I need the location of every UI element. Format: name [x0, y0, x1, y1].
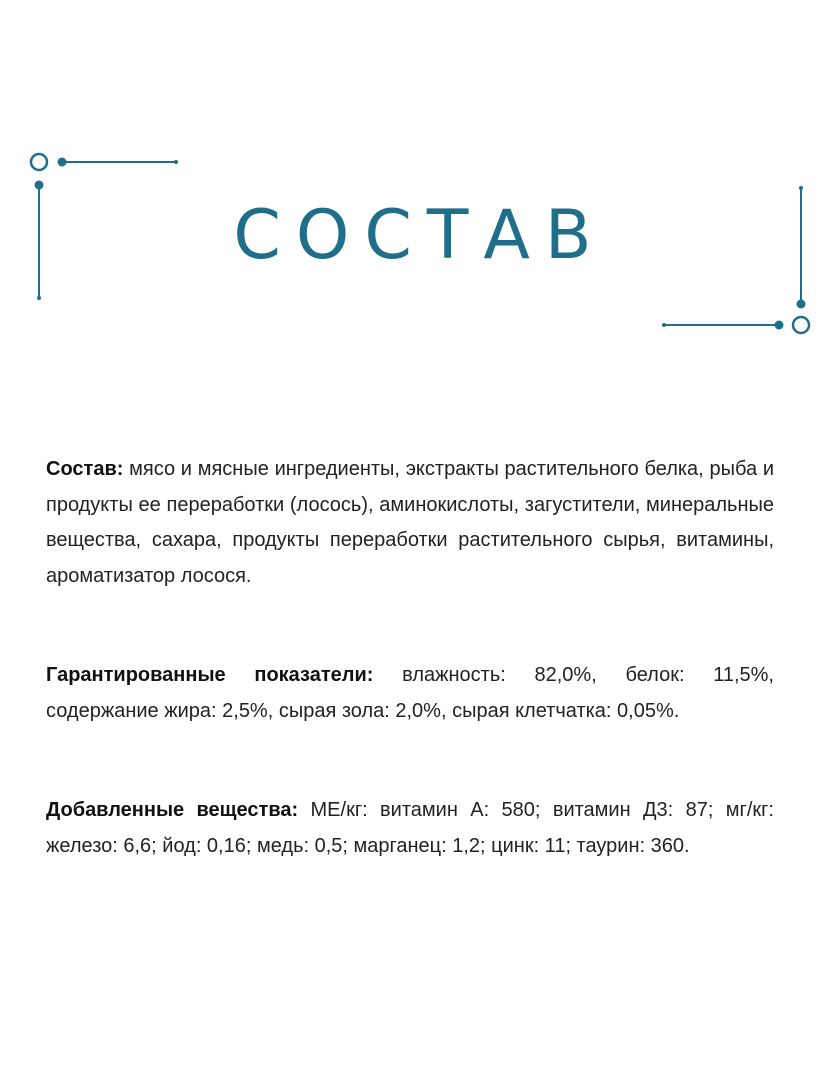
guaranteed-values-label: Гарантированные показатели: [46, 664, 374, 686]
composition-paragraph [46, 452, 774, 594]
additives-paragraph [46, 793, 774, 864]
additives-label: Добавленные вещества: [46, 799, 299, 821]
page-title: СОСТАВ [233, 196, 607, 275]
line-end-dot [37, 296, 41, 300]
line-end-dot [174, 160, 178, 164]
dot-icon [58, 158, 67, 167]
dot-icon [775, 321, 784, 330]
ring-icon [793, 317, 809, 333]
composition-text: мясо и мясные ингредиенты, экстракты растительного белка, рыба и продукты ее переработки (лосось), аминокислоты, загустители, минеральные вещества, сахара, продукты переработки растительного сырья, витамины, ароматизатор лосося. [46, 458, 774, 587]
ring-icon [31, 154, 47, 170]
dot-icon [35, 181, 44, 190]
guaranteed-values-text: влажность: 82,0%, белок: 11,5%, содержание жира: 2,5%, сырая зола: 2,0%, сырая клетчатка: 0,05%. [46, 664, 774, 722]
additives-text: МЕ/кг: витамин А: 580; витамин Д3: 87; мг/кг: железо: 6,6; йод: 0,16; медь: 0,5; марганец: 1,2; цинк: 11; таурин: 360. [46, 799, 774, 857]
dot-icon [797, 300, 806, 309]
composition-label: Состав: [46, 458, 124, 480]
guaranteed-values-paragraph [46, 658, 774, 729]
composition-content [46, 452, 774, 928]
